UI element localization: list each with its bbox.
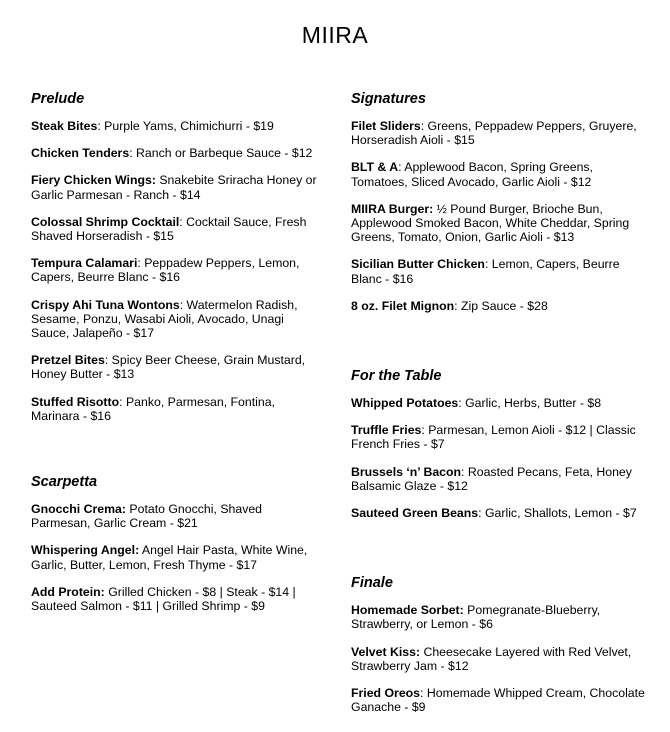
item-description: Pomegranate-Blueberry, Strawberry, or Lemon - $6 [351, 603, 601, 632]
section-heading: Prelude [31, 91, 85, 107]
item-description: Grilled Chicken - $8 | Steak - $14 | Sauteed Salmon - $11 | Grilled Shrimp - $9 [31, 584, 296, 614]
item-name: Pretzel Bites [31, 353, 105, 368]
section-heading: Signatures [351, 91, 426, 107]
item-description: ½ Pound Burger, Brioche Bun, Applewood Smoked Bacon, White Cheddar, Spring Greens, Tomato, Onion, Garlic Aioli - $13 [351, 201, 630, 245]
item-name: Tempura Calamari [31, 256, 138, 271]
item-description: Garlic, Shallots, Lemon - $7 [481, 506, 637, 521]
right-column [351, 91, 651, 727]
menu-item: Chicken Tenders: Ranch or Barbeque Sauce - $12 [31, 146, 313, 161]
menu-item: Whipped Potatoes: Garlic, Herbs, Butter - $8 [351, 396, 602, 411]
page-title: MIIRA [301, 22, 369, 48]
menu-item [31, 543, 321, 571]
section-heading: Finale [351, 575, 393, 592]
menu-item [351, 603, 651, 631]
item-description: Zip Sauce - $28 [457, 298, 548, 313]
item-description: Homemade Whipped Cream, Chocolate Ganache - $9 [351, 686, 645, 715]
menu-item: Truffle Fries: Parmesan, Lemon Aioli - $12 | Classic French Fries - $7 [351, 423, 636, 452]
item-name: 8 oz. Filet Mignon [351, 298, 455, 313]
item-name: Sauteed Green Beans [351, 506, 479, 521]
section-finale [351, 575, 651, 714]
item-name: Whispering Angel: [31, 543, 140, 558]
item-description: Cocktail Sauce, Fresh Shaved Horseradish - $15 [31, 214, 307, 244]
item-name: Sicilian Butter Chicken [351, 257, 485, 272]
menu-item: Tempura Calamari: Peppadew Peppers, Lemon, Capers, Beurre Blanc - $16 [31, 256, 300, 285]
item-description: Angel Hair Pasta, White Wine, Garlic, Butter, Lemon, Fresh Thyme - $17 [31, 543, 308, 572]
item-name: Crispy Ahi Tuna Wontons [31, 297, 180, 312]
left-column [31, 91, 321, 626]
menu-item: Pretzel Bites: Spicy Beer Cheese, Grain Mustard, Honey Butter - $13 [31, 353, 306, 382]
item-name: Stuffed Risotto [31, 394, 120, 409]
item-description: Potato Gnocchi, Shaved Parmesan, Garlic Cream - $21 [31, 502, 263, 531]
item-description: Cheesecake Layered with Red Velvet, Strawberry Jam - $12 [351, 644, 632, 673]
item-description: Lemon, Capers, Beurre Blanc - $16 [351, 257, 620, 286]
menu-item: Colossal Shrimp Cocktail: Cocktail Sauce, Fresh Shaved Horseradish - $15 [31, 214, 307, 244]
item-name: MIIRA Burger: [351, 201, 434, 216]
menu-item: Crispy Ahi Tuna Wontons: Watermelon Radish, Sesame, Ponzu, Wasabi Aioli, Avocado, Unagi Sauce, Jalapeño - $17 [31, 297, 298, 341]
item-name: Velvet Kiss: [351, 644, 421, 659]
menu-item: Brussels ‘n’ Bacon: Roasted Pecans, Feta, Honey Balsamic Glaze - $12 [351, 464, 632, 493]
item-name: Gnocchi Crema: [31, 502, 126, 517]
menu-item [31, 173, 321, 201]
menu-item [351, 202, 651, 245]
item-description: Parmesan, Lemon Aioli - $12 | Classic French Fries - $7 [351, 423, 636, 452]
item-name: Colossal Shrimp Cocktail [31, 214, 180, 229]
menu-item: Stuffed Risotto: Panko, Parmesan, Fontina, Marinara - $16 [31, 394, 275, 423]
item-description: Spicy Beer Cheese, Grain Mustard, Honey Butter - $13 [31, 353, 306, 382]
item-name: Brussels ‘n’ Bacon [351, 464, 462, 479]
item-description: Roasted Pecans, Feta, Honey Balsamic Glaze - $12 [351, 464, 632, 493]
item-name: BLT & A [351, 160, 399, 175]
item-description: Ranch or Barbeque Sauce - $12 [132, 146, 313, 161]
section-heading: Scarpetta [31, 474, 98, 491]
menu-item: BLT & A: Applewood Bacon, Spring Greens, Tomatoes, Sliced Avocado, Garlic Aioli - $12 [351, 160, 593, 189]
item-name: Steak Bites [31, 119, 98, 133]
section-heading: For the Table [351, 368, 442, 385]
item-description: Purple Yams, Chimichurri - $19 [100, 119, 274, 133]
item-description: Peppadew Peppers, Lemon, Capers, Beurre Blanc - $16 [31, 256, 300, 285]
item-description: Watermelon Radish, Sesame, Ponzu, Wasabi Aioli, Avocado, Unagi Sauce, Jalapeño - $17 [31, 297, 298, 341]
menu-item: Fried Oreos: Homemade Whipped Cream, Chocolate Ganache - $9 [351, 686, 645, 715]
section-prelude [31, 91, 321, 423]
item-name: Fiery Chicken Wings: [31, 173, 156, 188]
item-name: Chicken Tenders [31, 146, 130, 161]
menu-item: Filet Sliders: Greens, Peppadew Peppers, Gruyere, Horseradish Aioli - $15 [351, 119, 637, 148]
menu-item [31, 502, 321, 530]
section-for-the-table [351, 368, 651, 520]
menu-item [351, 645, 651, 673]
item-description: Applewood Bacon, Spring Greens, Tomatoes, Sliced Avocado, Garlic Aioli - $12 [351, 160, 593, 189]
menu-item [31, 585, 321, 613]
item-name: Add Protein: [31, 584, 105, 599]
item-description: Greens, Peppadew Peppers, Gruyere, Horseradish Aioli - $15 [351, 119, 637, 148]
item-description: Panko, Parmesan, Fontina, Marinara - $16 [31, 394, 275, 423]
menu-item: Sauteed Green Beans: Garlic, Shallots, Lemon - $7 [351, 506, 637, 521]
menu-item: Sicilian Butter Chicken: Lemon, Capers, Beurre Blanc - $16 [351, 257, 620, 286]
item-description: Garlic, Herbs, Butter - $8 [461, 396, 602, 411]
item-name: Whipped Potatoes [351, 396, 459, 411]
section-scarpetta [31, 474, 321, 613]
item-name: Fried Oreos [351, 686, 421, 701]
menu-item: Steak Bites: Purple Yams, Chimichurri - $19 [31, 119, 274, 133]
item-name: Truffle Fries [351, 423, 422, 438]
section-signatures [351, 91, 651, 313]
item-description: Snakebite Sriracha Honey or Garlic Parmesan - Ranch - $14 [31, 173, 317, 202]
item-name: Filet Sliders [351, 119, 421, 133]
menu-item: 8 oz. Filet Mignon: Zip Sauce - $28 [351, 298, 548, 313]
item-name: Homemade Sorbet: [351, 603, 464, 618]
